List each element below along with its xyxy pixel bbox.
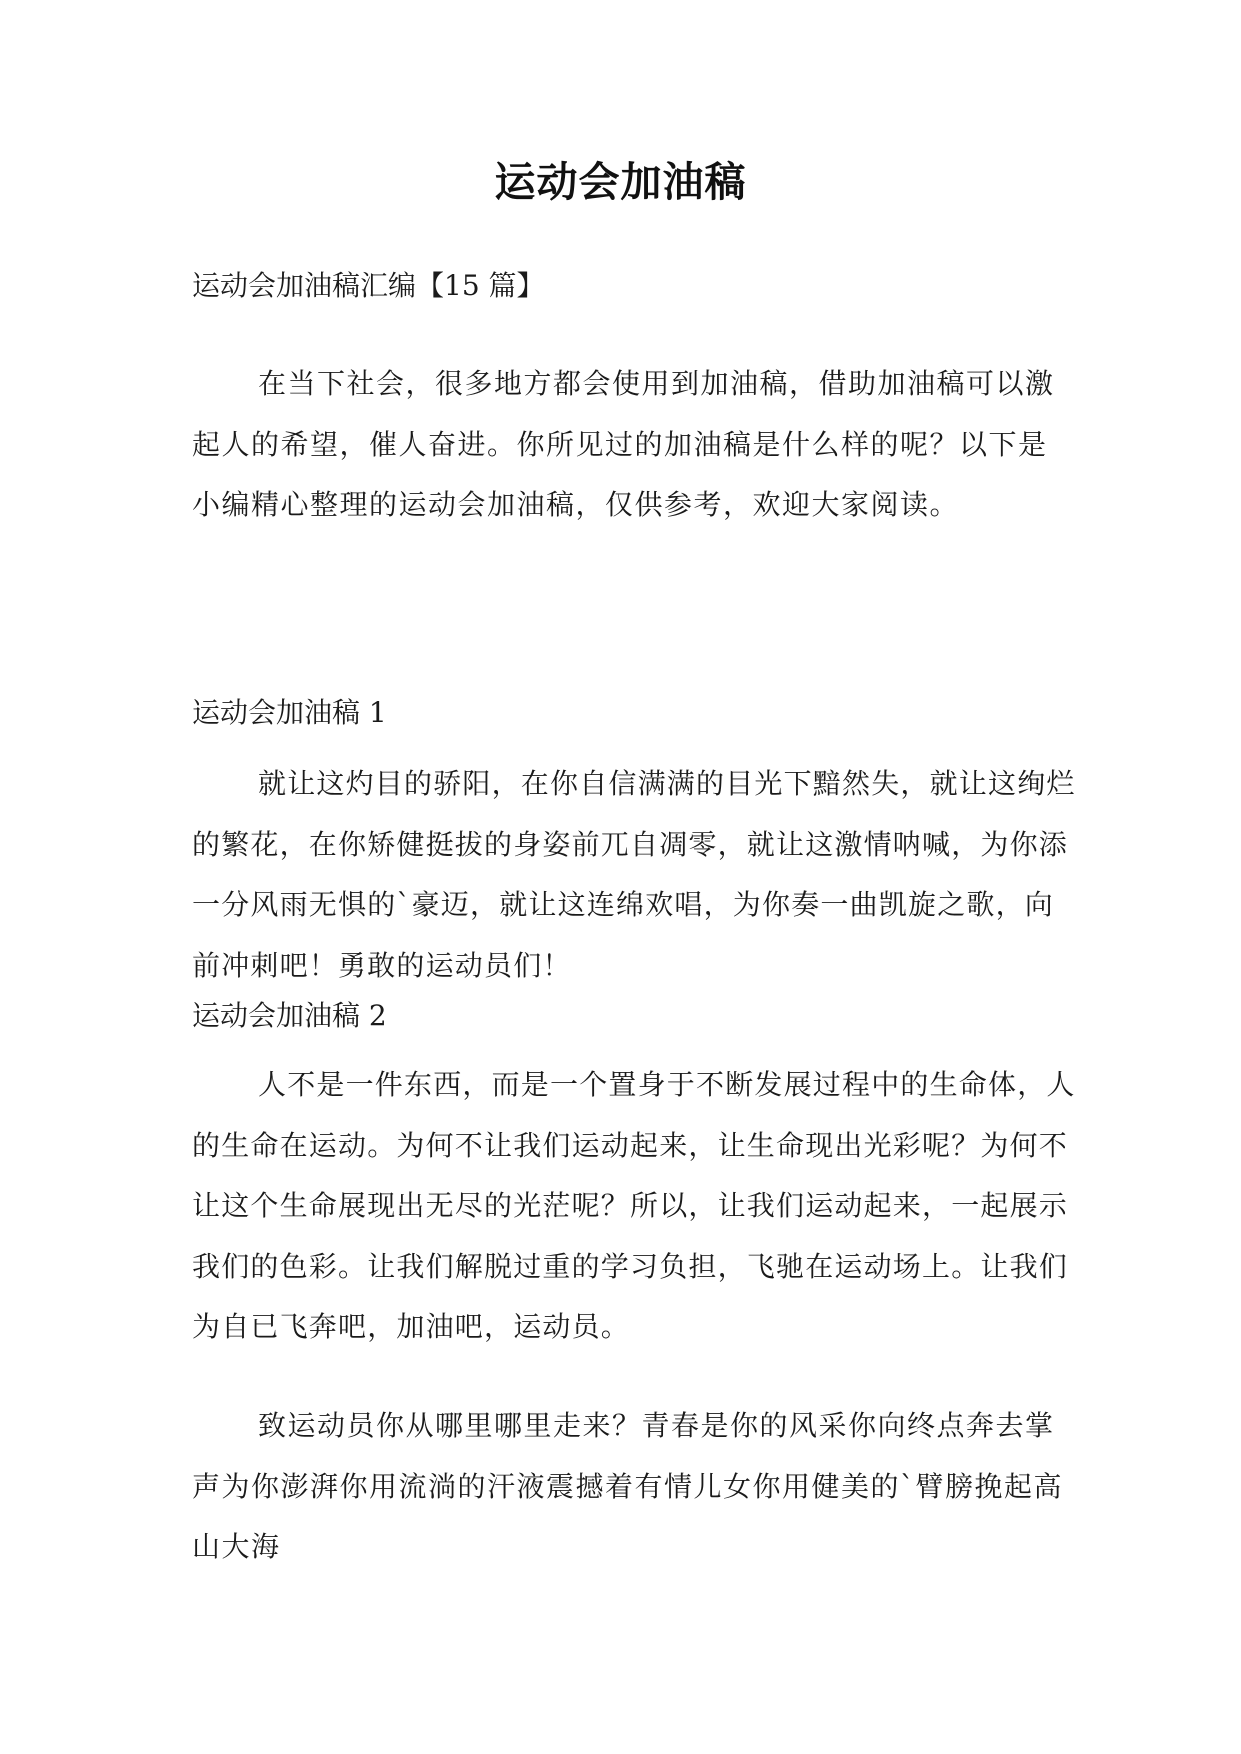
page-title: 运动会加油稿 [494, 158, 747, 206]
section-heading-2: 运动会加油稿 2 [192, 999, 387, 1032]
section-heading-1: 运动会加油稿 1 [192, 696, 387, 729]
section-2-paragraph-2: 致运动员你从哪里哪里走来？青春是你的风采你向终点奔去掌声为你澎湃你用流淌的汗液震撼着有情儿女你用健美的`臂膀挽起高山大海 [192, 1409, 1064, 1563]
section-2-paragraph-1: 人不是一件东西，而是一个置身于不断发展过程中的生命体，人的生命在运动。为何不让我们运动起来，让生命现出光彩呢？为何不让这个生命展现出无尽的光茫呢？所以，让我们运动起来，一起展示我们的色彩。让我们解脱过重的学习负担，飞驰在运动场上。让我们为自已飞奔吧，加油吧，运动员。 [192, 1068, 1076, 1343]
document-subtitle: 运动会加油稿汇编【15 篇】 [192, 269, 545, 302]
intro-paragraph: 在当下社会，很多地方都会使用到加油稿，借助加油稿可以激起人的希望，催人奋进。你所见过的加油稿是什么样的呢？以下是小编精心整理的运动会加油稿，仅供参考，欢迎大家阅读。 [192, 367, 1055, 521]
section-1-paragraph: 就让这灼目的骄阳，在你自信满满的目光下黯然失，就让这绚烂的繁花，在你矫健挺拔的身姿前兀自凋零，就让这激情呐喊，为你添一分风雨无惧的`豪迈，就让这连绵欢唱，为你奏一曲凯旋之歌，向前冲刺吧！勇敢的运动员们！ [192, 767, 1076, 982]
